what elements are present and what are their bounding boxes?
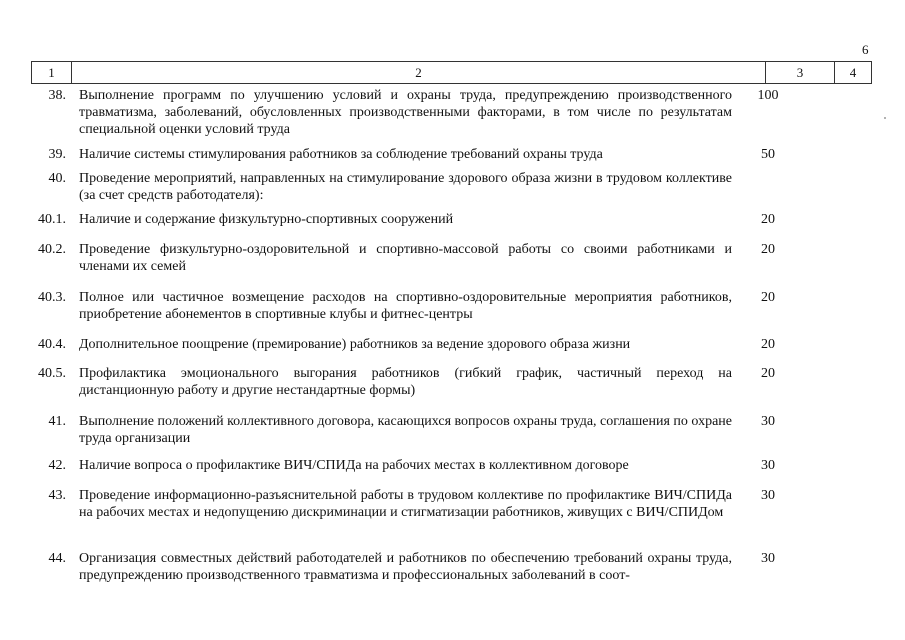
row-number: 40.2. bbox=[38, 242, 66, 257]
row-description: Выполнение положений коллективного договора, касающихся вопросов охраны труда, соглашения по охране труда организации bbox=[79, 414, 732, 446]
column-header-4: 4 bbox=[849, 64, 857, 80]
row-number: 40.5. bbox=[38, 366, 66, 381]
row-description: Полное или частичное возмещение расходов на спортивно-оздоровительные мероприятия работников, приобретение абонементов в спортивные клубы и фитнес-центры bbox=[79, 290, 732, 322]
row-value: 30 bbox=[761, 414, 775, 429]
column-header-1: 1 bbox=[32, 62, 72, 83]
row-number: 43. bbox=[48, 488, 66, 503]
row-description: Профилактика эмоционального выгорания работников (гибкий график, частичный переход на дистанционную работу и другие нестандартные формы) bbox=[79, 366, 732, 398]
row-description: Проведение физкультурно-оздоровительной и спортивно-массовой работы со своими работниками и членами их семей bbox=[79, 242, 732, 274]
row-value: 30 bbox=[761, 458, 775, 473]
row-number: 38. bbox=[48, 88, 66, 103]
page-number: 6 bbox=[862, 42, 869, 57]
row-value: 20 bbox=[761, 366, 775, 381]
row-number: 40.1. bbox=[38, 212, 66, 227]
row-number: 41. bbox=[48, 414, 66, 429]
row-number: 42. bbox=[48, 458, 66, 473]
row-value: 20 bbox=[761, 212, 775, 227]
column-header-2: 2 bbox=[72, 62, 766, 83]
row-number: 39. bbox=[48, 147, 66, 162]
row-description: Проведение мероприятий, направленных на стимулирование здорового образа жизни в трудовом коллективе (за счет средств работодателя): bbox=[79, 171, 732, 203]
row-description: Выполнение программ по улучшению условий и охраны труда, предупреждению производственного травматизма, заболеваний, обусловленных производственными факторами, в том числе по результатам специальной оценки условий труда bbox=[79, 88, 732, 137]
row-number: 44. bbox=[48, 551, 66, 566]
row-value: 20 bbox=[761, 337, 775, 352]
row-value: 100 bbox=[757, 88, 779, 103]
row-description: Проведение информационно-разъяснительной работы в трудовом коллективе по профилактике ВИЧ/СПИДа на рабочих местах и недопущению дискриминации и стигматизации работников, живущих с ВИЧ/СПИДом bbox=[79, 488, 732, 520]
row-description: Наличие и содержание физкультурно-спортивных сооружений bbox=[79, 212, 454, 227]
row-number: 40.3. bbox=[38, 290, 66, 305]
row-value: 20 bbox=[761, 242, 775, 257]
row-value: 30 bbox=[761, 551, 775, 566]
row-description: Организация совместных действий работодателей и работников по обеспечению требований охраны труда, предупреждению производственного травматизма и профессиональных заболеваний в соот- bbox=[79, 551, 732, 583]
column-header-3: 3 bbox=[766, 62, 835, 83]
row-description: Наличие вопроса о профилактике ВИЧ/СПИДа на рабочих местах в коллективном договоре bbox=[79, 458, 629, 473]
row-number: 40.4. bbox=[38, 337, 66, 352]
row-value: 50 bbox=[761, 147, 775, 162]
row-description: Дополнительное поощрение (премирование) работников за ведение здорового образа жизни bbox=[79, 337, 631, 352]
scan-speck bbox=[884, 117, 886, 119]
row-value: 20 bbox=[761, 290, 775, 305]
row-description: Наличие системы стимулирования работников за соблюдение требований охраны труда bbox=[79, 147, 603, 162]
row-value: 30 bbox=[761, 488, 775, 503]
table-header bbox=[31, 61, 872, 84]
row-number: 40. bbox=[48, 171, 66, 186]
